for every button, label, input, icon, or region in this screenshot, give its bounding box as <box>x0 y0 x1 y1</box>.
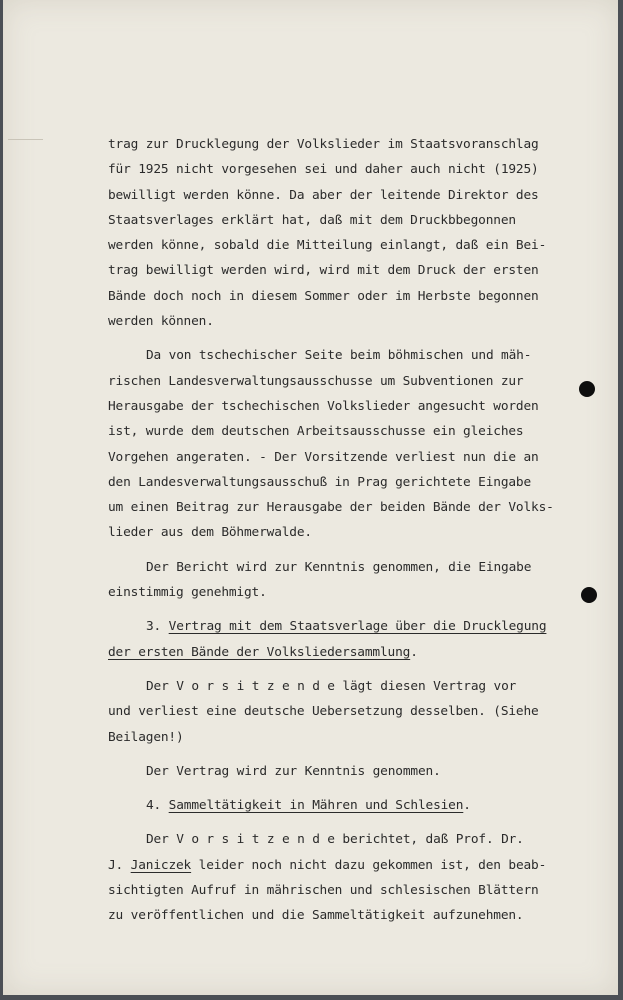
text-line: Beilagen!) <box>108 729 184 745</box>
text-line: trag zur Drucklegung der Volkslieder im Staatsvoranschlag <box>108 137 539 152</box>
text-line: Der Vertrag wird zur Kenntnis genommen. <box>146 763 441 779</box>
text-line: und verliest eine deutsche Uebersetzung desselben. (Siehe <box>108 704 539 720</box>
text-line: den Landesverwaltungsausschuß in Prag gerichtete Eingabe <box>108 474 532 490</box>
text-line: einstimmig genehmigt. <box>108 585 267 601</box>
speaker-spaced: V o r s i t z e n d e <box>176 678 335 694</box>
text-line: Herausgabe der tschechischen Volkslieder angesucht worden <box>108 398 539 414</box>
text-line: Da von tschechischer Seite beim böhmischen und mäh- <box>146 348 532 364</box>
text-line: lieder aus dem Böhmerwalde. <box>108 525 312 541</box>
text-line: rischen Landesverwaltungsausschusse um Subventionen zur <box>108 373 524 389</box>
section-3-heading-cont: der ersten Bände der Volksliedersammlung. <box>108 644 418 660</box>
text-line: werden können. <box>108 314 214 330</box>
section-4-heading: 4. Sammeltätigkeit in Mähren und Schlesien. <box>146 798 471 814</box>
person-name: Janiczek <box>130 857 192 873</box>
section-number: 4. <box>146 798 162 814</box>
text-line: um einen Beitrag zur Herausgabe der beiden Bände der Volks- <box>108 500 554 516</box>
typed-text-body <box>108 132 568 929</box>
section-title: der ersten Bände der Volksliedersammlung <box>108 644 411 660</box>
speaker-spaced: V o r s i t z e n d e <box>176 832 335 848</box>
punch-hole-top <box>579 381 595 397</box>
text-line: Staatsverlages erklärt hat, daß mit dem Druckbbegonnen <box>108 212 516 228</box>
section-title: Sammeltätigkeit in Mähren und Schlesien <box>168 798 464 814</box>
text-line: werden könne, sobald die Mitteilung einlangt, daß ein Bei- <box>108 238 547 254</box>
text-line: J. Janiczek leider noch nicht dazu gekommen ist, den beab- <box>108 857 547 873</box>
text-line: zu veröffentlichen und die Sammeltätigkeit aufzunehmen. <box>108 908 524 924</box>
section-title: Vertrag mit dem Staatsverlage über die Drucklegung <box>168 619 547 635</box>
punch-hole-bottom <box>581 587 597 603</box>
fold-mark <box>8 139 43 140</box>
text-line: Der Bericht wird zur Kenntnis genommen, die Eingabe <box>146 559 532 575</box>
text-line: trag bewilligt werden wird, wird mit dem Druck der ersten <box>108 263 539 279</box>
text-line: sichtigten Aufruf in mährischen und schlesischen Blättern <box>108 883 539 899</box>
text-line: Der V o r s i t z e n d e berichtet, daß Prof. Dr. <box>146 832 524 848</box>
section-number: 3. <box>146 619 162 635</box>
section-3-heading <box>108 614 568 639</box>
text-line: ist, wurde dem deutschen Arbeitsausschusse ein gleiches <box>108 424 524 440</box>
text-line: Bände doch noch in diesem Sommer oder im Herbste begonnen <box>108 288 539 304</box>
text-line: Vorgehen angeraten. - Der Vorsitzende verliest nun die an <box>108 449 539 465</box>
text-line: für 1925 nicht vorgesehen sei und daher auch nicht (1925) <box>108 162 539 178</box>
text-line: bewilligt werden könne. Da aber der leitende Direktor des <box>108 187 539 203</box>
text-line: Der V o r s i t z e n d e lägt diesen Vertrag vor <box>146 678 517 694</box>
